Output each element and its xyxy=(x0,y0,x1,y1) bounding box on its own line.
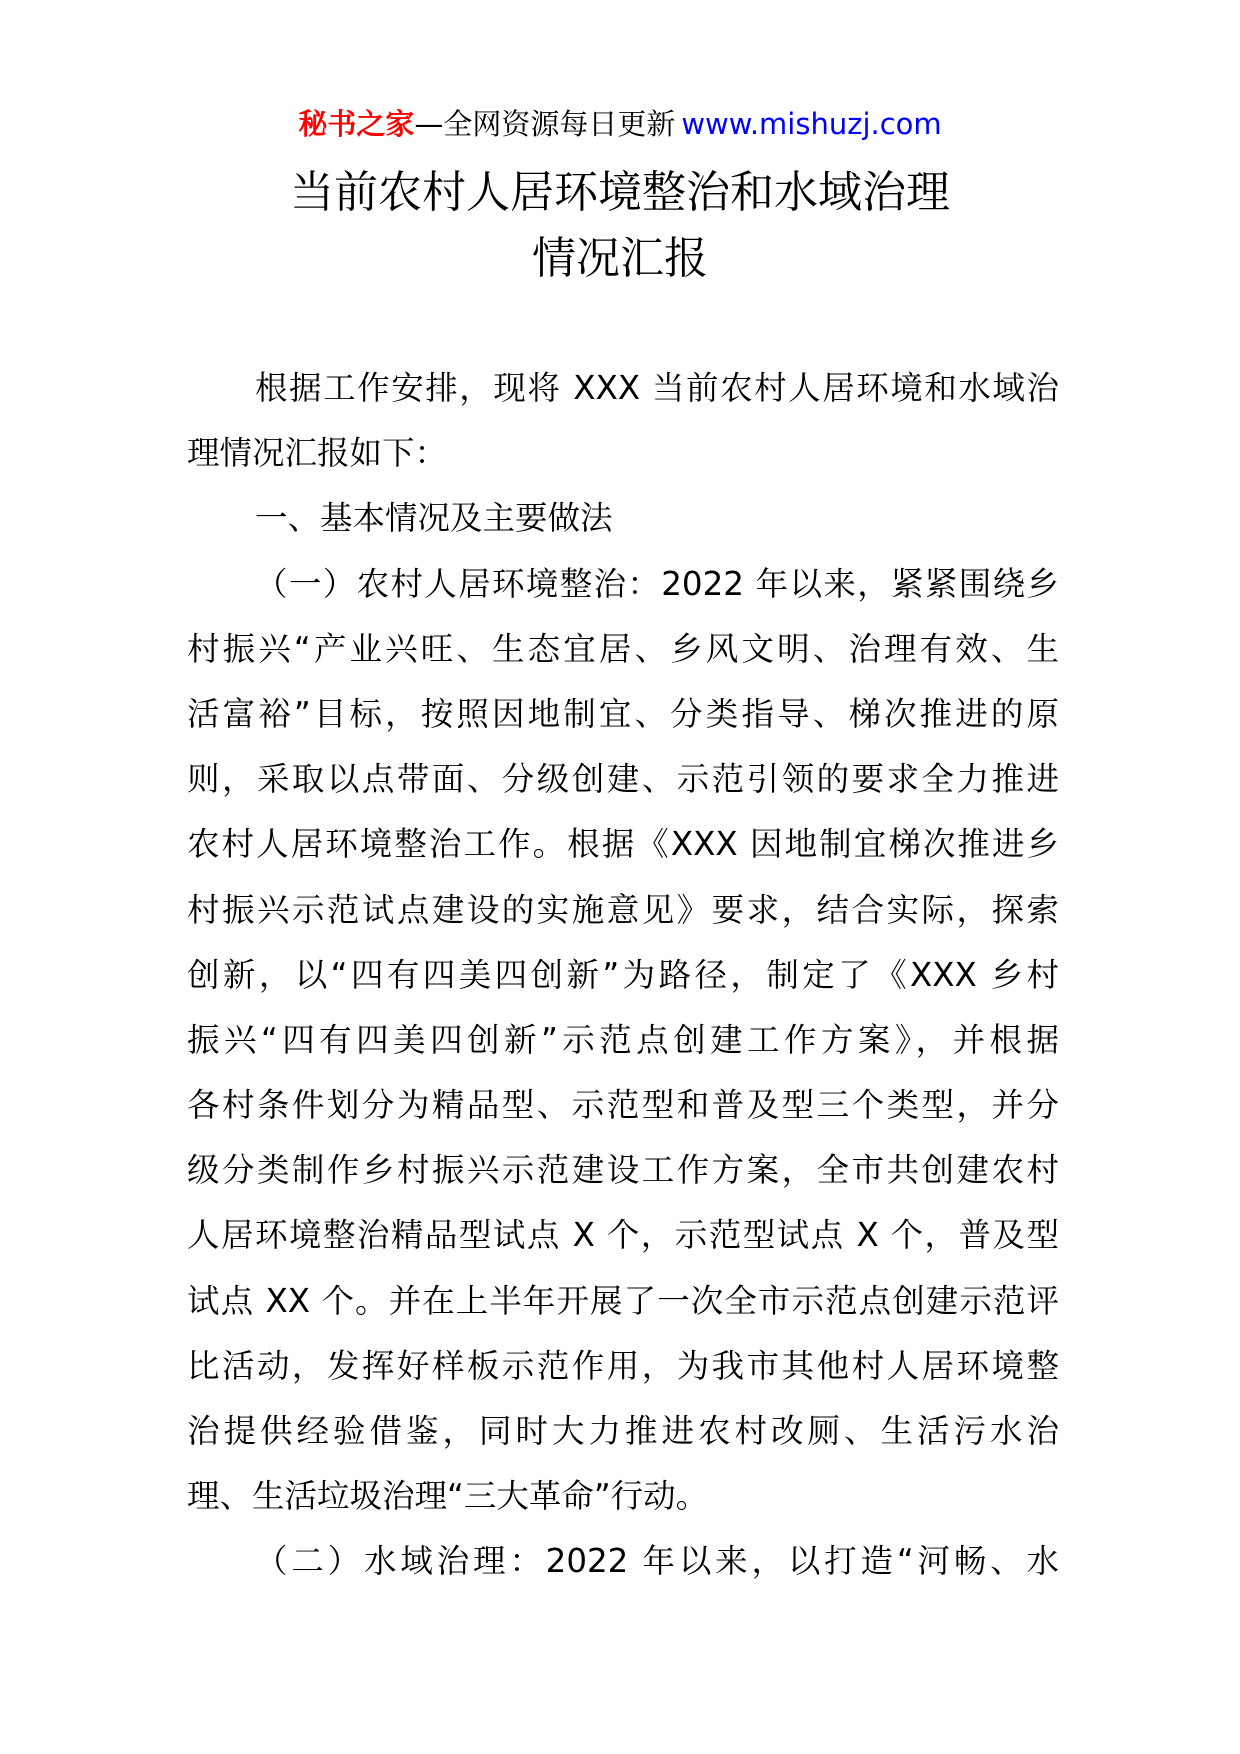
para1-line-4: 则，采取以点带面、分级创建、示范引领的要求全力推进 xyxy=(187,760,1059,799)
para1-line-10: 级分类制作乡村振兴示范建设工作方案，全市共创建农村 xyxy=(187,1151,1059,1190)
para1-line-1: （一）农村人居环境整治：2022 年以来，紧紧围绕乡 xyxy=(255,564,1059,603)
document-title xyxy=(0,160,1240,292)
section-heading: 一、基本情况及主要做法 xyxy=(255,499,613,538)
site-slogan: —全网资源每日更新 xyxy=(414,107,676,141)
intro-line-1: 根据工作安排，现将 XXX 当前农村人居环境和水域治 xyxy=(255,369,1059,407)
para1-line-5: 农村人居环境整治工作。根据《XXX 因地制宜梯次推进乡 xyxy=(187,825,1059,864)
para1-line-8: 振兴“四有四美四创新”示范点创建工作方案》，并根据 xyxy=(187,1020,1059,1059)
para2-line-1: （二）水域治理：2022 年以来，以打造“河畅、水 xyxy=(255,1542,1059,1581)
para1-line-2: 村振兴“产业兴旺、生态宜居、乡风文明、治理有效、生 xyxy=(187,629,1059,668)
intro-line-2: 理情况汇报如下： xyxy=(187,434,448,473)
para1-line-13: 比活动，发挥好样板示范作用，为我市其他村人居环境整 xyxy=(187,1346,1059,1385)
para1-line-11: 人居环境整治精品型试点 X 个，示范型试点 X 个，普及型 xyxy=(187,1216,1059,1255)
para1-line-12: 试点 XX 个。并在上半年开展了一次全市示范点创建示范评 xyxy=(187,1281,1059,1320)
title-line-1: 当前农村人居环境整治和水域治理 xyxy=(290,167,950,218)
para1-line-14: 治提供经验借鉴，同时大力推进农村改厕、生活污水治 xyxy=(187,1412,1059,1450)
para1-line-9: 各村条件划分为精品型、示范型和普及型三个类型，并分 xyxy=(187,1086,1059,1125)
para1-line-7: 创新，以“四有四美四创新”为路径，制定了《XXX 乡村 xyxy=(187,955,1059,994)
document-body xyxy=(187,356,1059,1595)
para1-line-15: 理、生活垃圾治理“三大革命”行动。 xyxy=(187,1477,709,1516)
site-brand: 秘书之家 xyxy=(298,107,415,141)
site-header xyxy=(0,100,1240,148)
site-url[interactable]: www.mishuzj.com xyxy=(681,107,942,141)
para1-line-6: 村振兴示范试点建设的实施意见》要求，结合实际，探索 xyxy=(187,890,1059,929)
title-line-2: 情况汇报 xyxy=(532,233,708,284)
para1-line-3: 活富裕”目标，按照因地制宜、分类指导、梯次推进的原 xyxy=(187,694,1059,733)
